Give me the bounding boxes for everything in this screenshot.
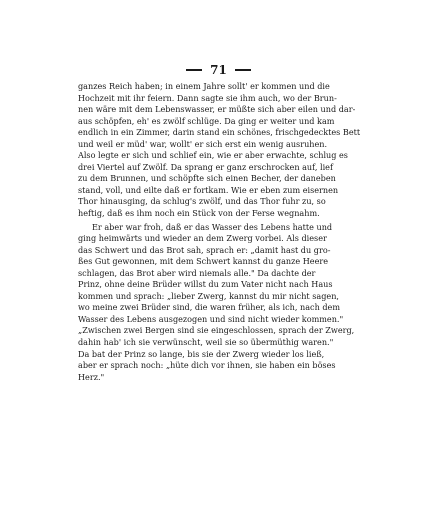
text-line: Wasser des Lebens ausgezogen und sind nicht wieder kommen.": [78, 313, 344, 324]
text-line: Er aber war froh, daß er das Wasser des Lebens hatte und: [92, 221, 333, 232]
text-line: stand, voll, und eilte daß er fortkam. Wie er eben zum eisernen: [78, 184, 339, 195]
text-line: ganzes Reich haben; in einem Jahre sollt' er kommen und die: [78, 81, 330, 91]
text-line: schlagen, das Brot aber wird niemals alle." Da dachte der: [78, 267, 316, 278]
paragraph-1: [78, 81, 364, 220]
page-header: [0, 63, 437, 77]
body-text: [78, 81, 364, 383]
text-line: heftig, daß es ihm noch ein Stück von der Ferse wegnahm.: [78, 208, 320, 219]
header-right-dash: [235, 69, 251, 71]
text-line: ging heimwärts und wieder an dem Zwerg vorbei. Als dieser: [78, 233, 327, 244]
text-line: endlich in ein Zimmer, darin stand ein schönes, frischgedecktes Bett: [78, 127, 361, 138]
text-line: zu dem Brunnen, und schöpfte sich einen Becher, der daneben: [78, 173, 336, 184]
text-line: „Zwischen zwei Bergen sind sie eingeschlossen, sprach der Zwerg,: [78, 325, 355, 336]
text-line: Da bat der Prinz so lange, bis sie der Zwerg wieder los ließ,: [78, 348, 325, 359]
text-line: Hochzeit mit ihr feiern. Dann sagte sie ihm auch, wo der Brun-: [78, 92, 337, 103]
text-line: Herz.": [78, 371, 105, 382]
text-line: drei Viertel auf Zwölf. Da sprang er ganz erschrocken auf, lief: [78, 161, 333, 172]
header-left-dash: [186, 69, 202, 71]
text-line: das Schwert und das Brot sah, sprach er: „damit hast du gro-: [78, 244, 331, 255]
text-line: Thor hinausging, da schlug's zwölf, und das Thor fuhr zu, so: [78, 196, 326, 207]
text-line: dahin hab' ich sie verwünscht, weil sie so übermüthig waren.": [78, 337, 334, 348]
text-line: aber er sprach noch: „hüte dich vor ihnen, sie haben ein böses: [78, 360, 336, 371]
text-line: aus schöpfen, eh' es zwölf schlüge. Da ging er weiter und kam: [78, 115, 335, 126]
text-line: und weil er müd' war, wollt' er sich erst ein wenig ausruhen.: [78, 138, 328, 149]
text-line: ßes Gut gewonnen, mit dem Schwert kannst du ganze Heere: [78, 256, 329, 267]
paragraph-2: [78, 222, 364, 384]
text-line: Also legte er sich und schlief ein, wie er aber erwachte, schlug es: [78, 150, 348, 161]
page-number: 71: [210, 63, 227, 77]
text-line: kommen und sprach: „lieber Zwerg, kannst du mir nicht sagen,: [78, 290, 339, 301]
text-line: wo meine zwei Brüder sind, die waren früher, als ich, nach dem: [78, 302, 341, 313]
text-line: nen wäre mit dem Lebenswasser, er müßte sich aber eilen und dar-: [78, 104, 356, 115]
text-line: Prinz, ohne deine Brüder willst du zum Vater nicht nach Haus: [78, 279, 333, 290]
